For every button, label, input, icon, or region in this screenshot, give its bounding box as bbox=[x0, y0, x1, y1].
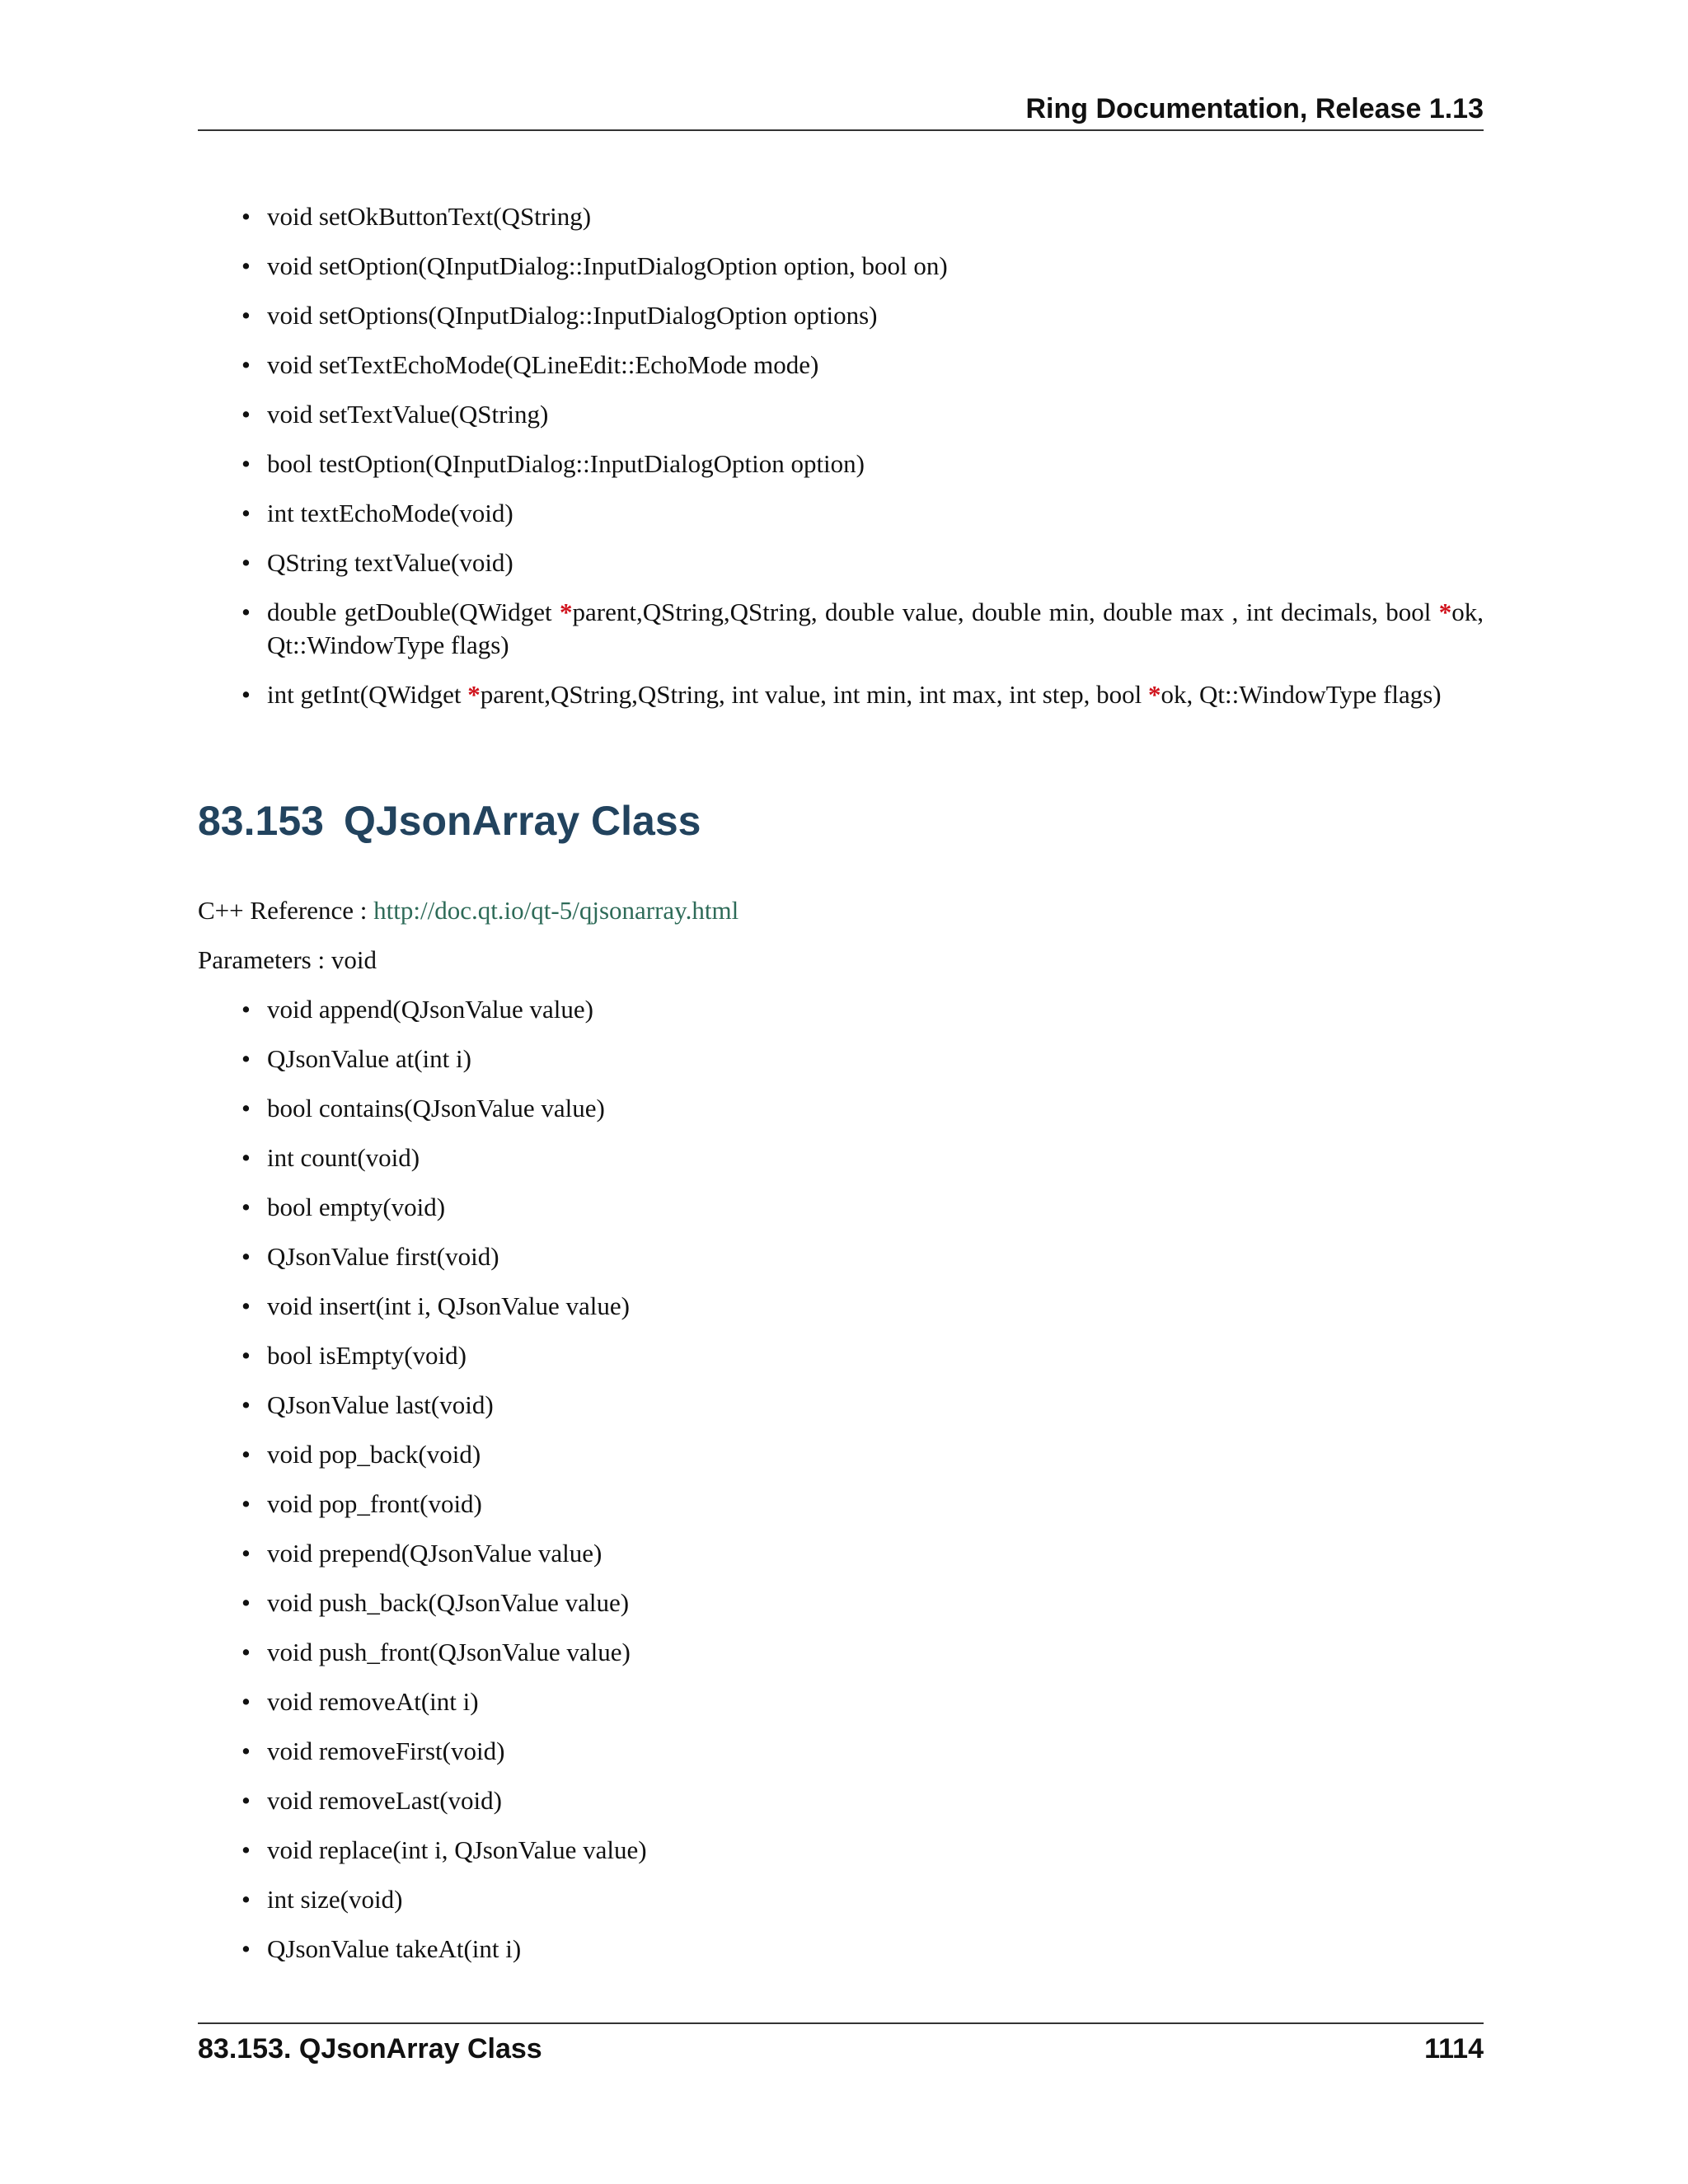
footer-rule bbox=[198, 2022, 1484, 2024]
qjsonarray-method-list bbox=[198, 993, 1484, 1982]
parameters-line: Parameters : void bbox=[198, 945, 377, 974]
cpp-reference bbox=[198, 894, 738, 927]
pointer-asterisk: * bbox=[1438, 598, 1452, 626]
method-item: • void pop_front(void) bbox=[198, 1488, 1484, 1521]
method-text: void setTextEchoMode(QLineEdit::EchoMode mode) bbox=[267, 350, 819, 379]
method-item bbox=[198, 200, 1484, 233]
footer-section-label: 83.153. QJsonArray Class bbox=[198, 2033, 542, 2064]
method-item: • void removeFirst(void) bbox=[198, 1735, 1484, 1768]
method-text: int textEchoMode(void) bbox=[267, 499, 513, 527]
method-item: • bool contains(QJsonValue value) bbox=[198, 1092, 1484, 1125]
pointer-asterisk: * bbox=[467, 680, 481, 709]
method-text: ok, Qt::WindowType flags) bbox=[267, 598, 1484, 659]
method-item: • void prepend(QJsonValue value) bbox=[198, 1537, 1484, 1570]
method-item bbox=[198, 497, 1484, 530]
method-item bbox=[198, 596, 1484, 662]
method-item: • void removeAt(int i) bbox=[198, 1685, 1484, 1718]
method-text: void setTextValue(QString) bbox=[267, 400, 549, 429]
method-item bbox=[198, 398, 1484, 431]
section-number: 83.153 bbox=[198, 798, 324, 844]
method-item bbox=[198, 299, 1484, 332]
cpp-reference-label: C++ Reference : bbox=[198, 896, 374, 925]
page-number: 1114 bbox=[1424, 2033, 1484, 2064]
method-item: • void append(QJsonValue value) bbox=[198, 993, 1484, 1026]
method-item: • QJsonValue at(int i) bbox=[198, 1043, 1484, 1076]
method-item bbox=[198, 546, 1484, 579]
pointer-asterisk: * bbox=[560, 598, 573, 626]
method-text: int getInt(QWidget bbox=[267, 680, 468, 709]
method-item: • void push_back(QJsonValue value) bbox=[198, 1586, 1484, 1619]
header-rule bbox=[198, 129, 1484, 131]
method-text: double getDouble(QWidget bbox=[267, 598, 560, 626]
method-text: ok, Qt::WindowType flags) bbox=[1160, 680, 1442, 709]
running-header: Ring Documentation, Release 1.13 bbox=[1025, 93, 1484, 124]
section-heading bbox=[198, 796, 701, 846]
method-text: bool testOption(QInputDialog::InputDialogOption option) bbox=[267, 449, 865, 478]
method-item bbox=[198, 250, 1484, 283]
method-text: void setOption(QInputDialog::InputDialogOption option, bool on) bbox=[267, 251, 948, 280]
previous-class-method-list bbox=[198, 200, 1484, 728]
method-text: parent,QString,QString, int value, int min, int max, int step, bool bbox=[480, 680, 1148, 709]
cpp-reference-link[interactable]: http://doc.qt.io/qt-5/qjsonarray.html bbox=[373, 896, 739, 925]
method-text: void setOkButtonText(QString) bbox=[267, 202, 592, 231]
method-item: • int size(void) bbox=[198, 1883, 1484, 1916]
pointer-asterisk: * bbox=[1148, 680, 1161, 709]
method-text: QString textValue(void) bbox=[267, 548, 513, 577]
method-text: parent,QString,QString, double value, double min, double max , int decimals, bool bbox=[572, 598, 1439, 626]
method-item bbox=[198, 448, 1484, 480]
method-item: • void removeLast(void) bbox=[198, 1784, 1484, 1817]
method-item: • bool empty(void) bbox=[198, 1191, 1484, 1224]
method-text: void setOptions(QInputDialog::InputDialogOption options) bbox=[267, 301, 878, 330]
method-item: • void push_front(QJsonValue value) bbox=[198, 1636, 1484, 1669]
method-item: • int count(void) bbox=[198, 1141, 1484, 1174]
method-item: • QJsonValue takeAt(int i) bbox=[198, 1933, 1484, 1966]
method-item: • void pop_back(void) bbox=[198, 1438, 1484, 1471]
section-title: QJsonArray Class bbox=[343, 798, 701, 844]
method-item: • QJsonValue last(void) bbox=[198, 1389, 1484, 1422]
method-item: • void replace(int i, QJsonValue value) bbox=[198, 1834, 1484, 1867]
method-item: • QJsonValue first(void) bbox=[198, 1240, 1484, 1273]
method-item: • void insert(int i, QJsonValue value) bbox=[198, 1290, 1484, 1323]
method-item bbox=[198, 678, 1484, 711]
method-item bbox=[198, 349, 1484, 382]
method-item: • bool isEmpty(void) bbox=[198, 1339, 1484, 1372]
